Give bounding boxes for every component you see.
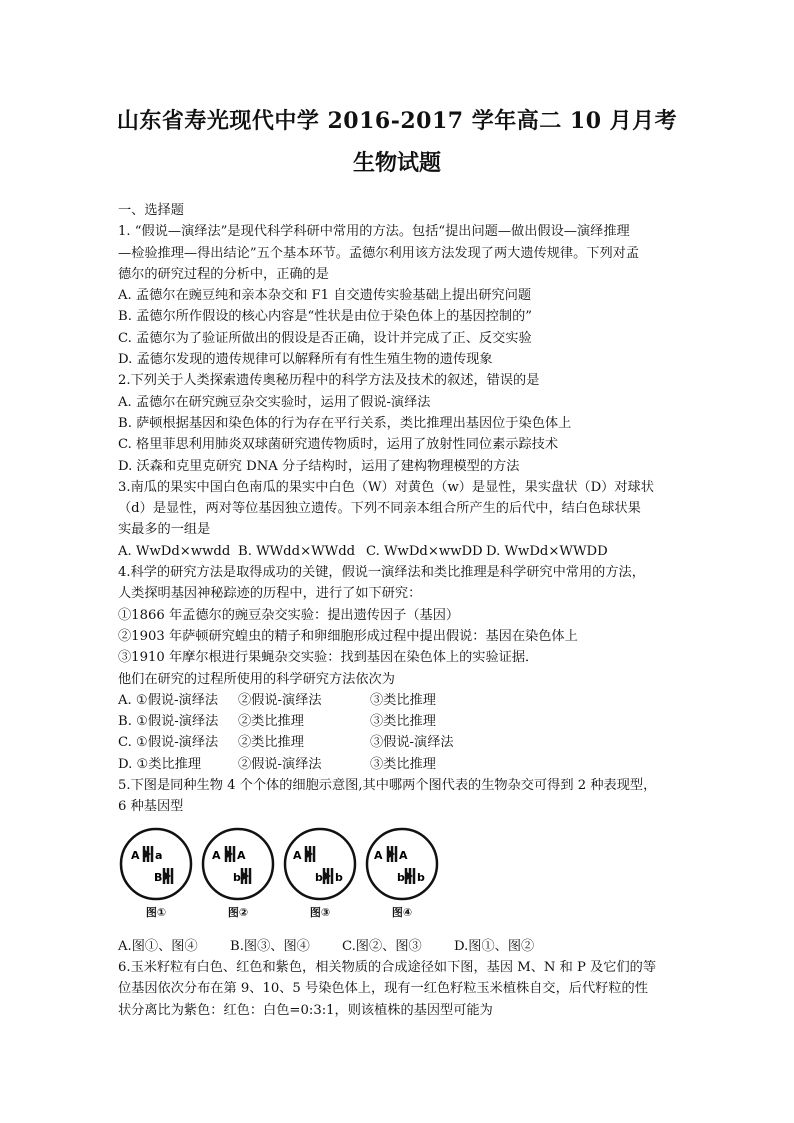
q2-option-a: A. 孟德尔在研究豌豆杂交实验时，运用了假说-演绎法	[118, 394, 431, 410]
q4-option-c-part: C. ①假说-演绎法	[118, 735, 219, 751]
q5-option-b: B.图③、图④	[230, 938, 310, 954]
allele-label: A	[237, 848, 246, 862]
q5-stem-line: 6 种基因型	[118, 799, 184, 815]
q4-option-a-part: ③类比推理	[370, 692, 436, 708]
q2-option-c: C. 格里菲思利用肺炎双球菌研究遗传物质时，运用了放射性同位素示踪技术	[118, 437, 559, 453]
q1-option-c: C. 孟德尔为了验证所做出的假设是否正确，设计并完成了正、反交实验	[118, 330, 532, 346]
q4-stem-line: 人类探明基因神秘踪迹的历程中，进行了如下研究：	[118, 586, 422, 602]
q4-study-item: ②1903 年萨顿研究蝗虫的精子和卵细胞形成过程中提出假说：基因在染色体上	[118, 628, 578, 644]
allele-label: b	[335, 870, 343, 884]
q5-option-d: D.图①、图②	[454, 938, 535, 954]
allele-label: A	[212, 848, 221, 862]
q4-option-c-part: ③假说-演绎法	[370, 735, 454, 751]
q2-stem: 2.下列关于人类探索遗传奥秘历程中的科学方法及技术的叙述，错误的是	[118, 373, 540, 389]
q4-stem-line: 他们在研究的过程所使用的科学研究方法依次为	[118, 671, 395, 687]
cell-figure-3	[282, 826, 358, 926]
q1-stem-line: —检验推理—得出结论”五个基本环节。孟德尔利用该方法发现了两大遗传规律。下列对孟	[118, 245, 640, 261]
q4-option-b-part: ③类比推理	[370, 714, 436, 730]
cell-diagram-2	[200, 826, 276, 906]
cell-diagram-1	[118, 826, 194, 906]
cell-diagram-4	[364, 826, 440, 906]
q1-stem-line: 德尔的研究过程的分析中，正确的是	[118, 266, 329, 282]
q4-option-a	[118, 690, 690, 711]
exam-subtitle: 生物试题	[352, 150, 441, 176]
cell-figure-1	[118, 826, 194, 926]
q4-option-c	[118, 732, 690, 753]
q4-option-a-part: A. ①假说-演绎法	[118, 692, 219, 708]
exam-title: 山东省寿光现代中学 2016-2017 学年高二 10 月月考	[116, 108, 678, 134]
cell-figure-2	[200, 826, 276, 926]
q3-option-b: B. WWdd×WWdd	[238, 543, 356, 559]
cell-figures	[118, 826, 690, 936]
allele-label: b	[315, 870, 323, 884]
allele-label: A	[293, 848, 302, 862]
q4-option-d-part: D. ①类比推理	[118, 756, 202, 772]
q5-stem-line: 5.下图是同种生物 4 个个体的细胞示意图,其中哪两个图代表的生物杂交可得到 2 种表现型，	[118, 778, 657, 794]
q3-stem-line: 实最多的一组是	[118, 522, 211, 538]
q4-option-d-part: ③类比推理	[370, 756, 436, 772]
cell-figure-4	[364, 826, 440, 926]
q2-option-b: B. 萨顿根据基因和染色体的行为存在平行关系，类比推理出基因位于染色体上	[118, 415, 572, 431]
q3-stem-line: （d）是显性，两对等位基因独立遗传。下列不同亲本组合所产生的后代中，结白色球状果	[118, 501, 641, 517]
q4-study-item: ③1910 年摩尔根进行果蝇杂交实验：找到基因在染色体上的实验证据．	[118, 650, 539, 666]
allele-label: A	[399, 848, 408, 862]
q4-option-b-part: B. ①假说-演绎法	[118, 714, 219, 730]
q4-option-b	[118, 711, 690, 732]
q5-option-c: C.图②、图③	[342, 938, 422, 954]
q4-option-b-part: ②类比推理	[238, 714, 304, 730]
q6-stem-line: 6.玉米籽粒有白色、红色和紫色，相关物质的合成途径如下图，基因 M、N 和 P 及它们的等	[118, 959, 657, 975]
allele-label: A	[374, 848, 383, 862]
q6-stem-line: 位基因依次分布在第 9、10、5 号染色体上，现有一红色籽粒玉米植株自交，后代籽粒的性	[118, 981, 648, 997]
q1-stem-line: 1. “假说—演绎法”是现代科学科研中常用的方法。包括“提出问题—做出假设—演绎推理	[118, 224, 630, 240]
q3-options-row	[118, 541, 690, 562]
allele-label: b	[397, 870, 405, 884]
q3-option-d: D. WwDd×WWDD	[486, 543, 608, 559]
allele-label: A	[131, 848, 140, 862]
q3-option-a: A. WwDd×wwdd	[118, 543, 231, 559]
figure-label: 图①	[145, 905, 167, 919]
q4-option-c-part: ②类比推理	[238, 735, 304, 751]
q1-option-d: D. 孟德尔发现的遗传规律可以解释所有有性生殖生物的遗传现象	[118, 352, 493, 368]
exam-body	[118, 200, 690, 1021]
q1-option-a: A. 孟德尔在豌豆纯和亲本杂交和 F1 自交遗传实验基础上提出研究问题	[118, 288, 532, 304]
figure-label: 图③	[309, 905, 331, 919]
q1-option-b: B. 孟德尔所作假设的核心内容是“性状是由位于染色体上的基因控制的”	[118, 309, 532, 325]
q5-option-a: A.图①、图④	[118, 938, 198, 954]
q4-option-d	[118, 754, 690, 775]
allele-label: a	[155, 848, 163, 862]
q4-stem-line: 4.科学的研究方法是取得成功的关键，假说一演绎法和类比推理是科学研究中常用的方法，	[118, 565, 645, 581]
q4-option-a-part: ②假说-演绎法	[238, 692, 322, 708]
allele-label: b	[233, 870, 241, 884]
figure-label: 图④	[391, 905, 413, 919]
q6-stem-line: 状分离比为紫色：红色：白色=0:3:1，则该植株的基因型可能为	[118, 1002, 493, 1018]
allele-label: B	[154, 870, 163, 884]
figure-label: 图②	[227, 905, 249, 919]
section-heading: 一、选择题	[118, 203, 184, 218]
q5-options-row	[118, 936, 690, 957]
q3-option-c: C. WwDd×wwDD	[366, 543, 483, 559]
q2-option-d: D. 沃森和克里克研究 DNA 分子结构时，运用了建构物理模型的方法	[118, 458, 520, 474]
allele-label: b	[417, 870, 425, 884]
cell-diagram-3	[282, 826, 358, 906]
q3-stem-line: 3.南瓜的果实中国白色南瓜的果实中白色（W）对黄色（w）是显性，果实盘状（D）对球状	[118, 479, 654, 495]
q4-study-item: ①1866 年孟德尔的豌豆杂交实验：提出遗传因子（基因）	[118, 607, 460, 623]
q4-option-d-part: ②假说-演绎法	[238, 756, 322, 772]
